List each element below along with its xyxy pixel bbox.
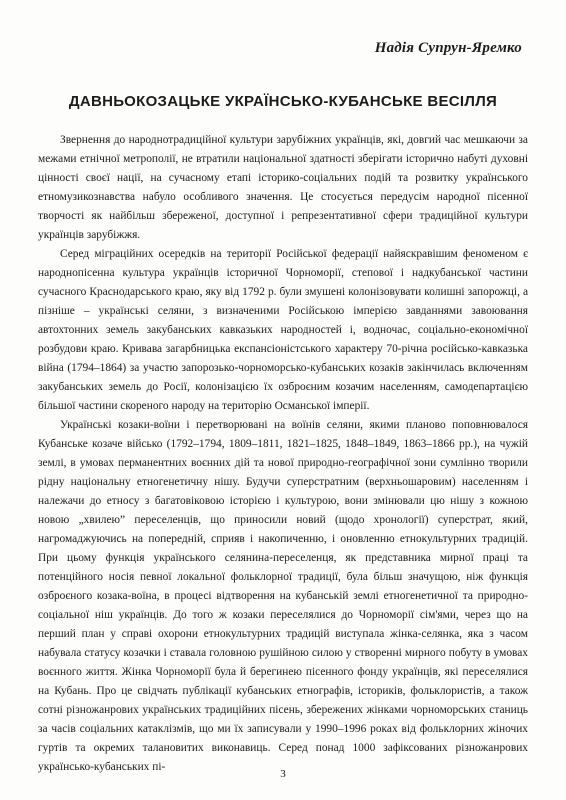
paragraph: Серед міграційних осередків на території Російської федерації найяскравішим феноменом є народнопісенна культура українців історичної Чорноморії, степової і надкубанської частини сучасного Краснодарського краю, яку від 1792 р. були змушені колонізовувати колишні запорожці, а пізніше – українські селяни, з визначеними Російською імперією завданнями завоювання автохтонних земель закубанських кавказьких народностей і, водночас, соціально-економічної розбудови краю. Кривава загарбницька експансіоністського характеру 70-річна російсько-кавказька війна (1794–1864) за участю запорозько-чорноморсько-кубанських козаків закінчилась включенням закубанських земель до Росії, колонізацією їх озброєним козачим населенням, самодепартацією більшої частини скореного народу на територію Османської імперії. [38,248,528,412]
article-title: ДАВНЬОКОЗАЦЬКЕ УКРАЇНСЬКО-КУБАНСЬКЕ ВЕСІЛЛЯ [68,93,498,110]
page-number: 3 [280,768,286,780]
paragraph: Українські козаки-воїни і перетворювані на воїнів селяни, якими планово поповнювалося Кубанське козаче військо (1792–1794, 1809–1811, 1821–1825, 1848–1849, 1863–1866 рр.), на чужій землі, в умовах перманентних воєнних дій та нової природно-географічної зони сумлінно творили рідну національну етногенетичну нішу. Будучи суперстратним (верхньошаровим) населенням і належачи до етносу з багатовіковою історією і культурою, вони змінювали цю нішу з кожною новою „хвилею” переселенців, що приносили новий (щодо хронології) суперстрат, який, нагромаджуючись на попередній, сприяв і накопиченню, і оновленню етнокультурних традицій. При цьому функція українського селянина-переселенця, як представника мирної праці та потенційного носія певної локальної фольклорної традиції, була більш значущою, ніж функція озброєного козака-воїна, в процесі відтворення на кубанській землі етногенетичної та природно-соціальної ніш українців. До того ж козаки переселялися до Чорноморії сім'ями, через що на перший план у справі охорони етнокультурних традицій виступала жінка-селянка, яка з часом набувала статусу козачки і ставала головною рушійною силою у створенні мирного побуту в умовах воєнного життя. Жінка Чорноморії була й берегинею пісенного фонду українців, які переселялися на Кубань. Про це свідчать публікації кубанських етнографів, істориків, фольклористів, а також сотні різножанрових українських традиційних пісень, збережених жінками чорноморських станиць за часів соціальних катаклізмів, що ми їх записували у 1990–1996 роках від фольклорних жіночих гуртів та окремих талановитих виконавиць. Серед понад 1000 зафіксованих різножанрових українсько-кубанських пі- [38,419,528,773]
running-header-author: Надія Супрун-Яремко [374,40,522,56]
paragraph: Звернення до народнотрадиційної культури зарубіжних українців, які, довгий час мешкаючи за межами етнічної метрополії, не втратили національної здатності зберігати історично набуті духовні цінності своєї нації, на сучасному етапі історико-соціальних подій та розвитку українського етномузикознавства набуло особливого значення. Це стосується передусім народної пісенної творчості як найбільш збереженої, доступної і репрезентативної сфери традиційної культури українців зарубіжжя. [38,134,528,241]
article-body [38,131,528,777]
